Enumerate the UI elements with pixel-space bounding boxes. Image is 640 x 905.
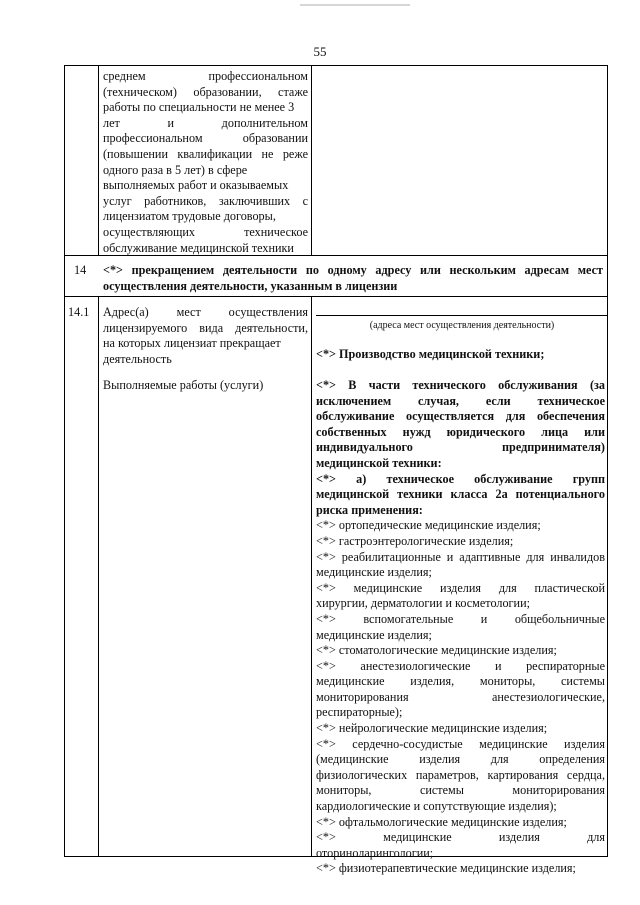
works-label: Выполняемые работы (услуги) [103,378,264,392]
section-14-1-number: 14.1 [68,305,90,319]
address-caption: (адреса мест осуществления деятельности) [369,320,555,331]
works-line: риска применения: [316,502,423,517]
page-number: 55 [313,44,327,59]
works-line: оториноларингологии; [316,845,434,860]
address-input-line [316,315,608,316]
text-line: (повышении квалификации не реже [103,146,308,161]
address-label-line: деятельность [103,351,172,366]
works-line: обслуживание осуществляется для обеспечения [316,409,605,424]
works-line: медицинской техники: [316,455,442,470]
section-13-continuation-text [103,69,308,256]
text-line: обслуживание медицинской техники [103,240,294,255]
works-line: <*> медицинские изделия для пластической [316,580,605,595]
address-label-line: на которых лицензиат прекращает [103,336,281,351]
works-line: <*> офтальмологические медицинские изделия; [316,814,567,829]
text-line: (техническом) образовании, стаже [103,84,308,99]
address-label [103,305,308,367]
text-line: выполняемых работ и оказываемых [103,178,289,193]
works-line: медицинские изделия, мониторы, системы [316,674,605,689]
works-line: кардиологические и сопутствующие изделия); [316,799,557,814]
text-line: лицензиатом трудовые договоры, [103,209,276,224]
works-line: <*> медицинские изделия для [316,830,605,845]
works-line: индивидуального предпринимателя) [316,440,605,455]
works-line: <*> реабилитационные и адаптивные для инвалидов [316,549,605,564]
works-line: мониторирования анестезиологические, [316,689,605,704]
works-line: <*> гастроэнтерологические изделия; [316,533,514,548]
works-line: (медицинские изделия для определения [316,752,605,767]
column-divider-number [98,65,99,256]
works-line: <*> нейрологические медицинские изделия; [316,721,548,736]
works-list [316,378,605,877]
works-line: <*> В части технического обслуживания (за [316,378,605,392]
text-line: осуществляющих техническое [103,224,308,239]
works-line: <*> сердечно-сосудистые медицинские изделия [316,736,605,751]
works-line: <*> а) техническое обслуживание групп [316,471,605,486]
table-right-border [607,65,608,857]
section-14-number: 14 [74,263,87,277]
column-divider-value [311,65,312,256]
works-line: <*> стоматологические медицинские изделия; [316,643,557,658]
row-divider-14-1 [64,296,608,297]
section-14-title [103,263,603,294]
works-line: <*> вспомогательные и общебольничные [316,611,605,626]
text-line: работы по специальности не менее 3 [103,100,295,115]
works-line: <*> физиотерапевтические медицинские изделия; [316,861,576,876]
text-line: среднем профессиональном [103,69,308,83]
works-line: физиологических параметров, картирования сердца, [316,767,605,782]
text-line: лет и дополнительном [103,115,308,130]
address-label-line: Адрес(а) мест осуществления [103,305,308,319]
works-line: медицинские изделия; [316,565,432,580]
works-line: <*> ортопедические медицинские изделия; [316,518,541,533]
scan-artifact [300,4,410,6]
text-line: услуг работников, заключивших с [103,193,308,208]
text-line: профессиональном образовании [103,131,308,146]
column-divider-value [311,296,312,857]
works-line: мониторы, системы мониторирования [316,783,605,798]
works-line: исключением случая, если техническое [316,393,605,408]
title-line: <*> прекращением деятельности по одному адресу или нескольким адресам мест [103,263,603,277]
address-label-line: лицензируемого вида деятельности, [103,320,308,335]
works-line: собственных нужд юридического лица или [316,424,605,439]
works-line: медицинской техники класса 2а потенциального [316,487,605,502]
works-line: респираторные); [316,705,403,720]
production-item: <*> Производство медицинской техники; [316,347,545,361]
table-top-border [64,65,608,66]
works-line: <*> анестезиологические и респираторные [316,658,605,673]
works-line: хирургии, дерматологии и косметологии; [316,596,530,611]
table-left-border [64,65,65,857]
text-line: одного раза в 5 лет) в сфере [103,162,248,177]
works-line: медицинские изделия; [316,627,432,642]
column-divider-number [98,296,99,857]
title-line: осуществления деятельности, указанным в лицензии [103,278,398,293]
